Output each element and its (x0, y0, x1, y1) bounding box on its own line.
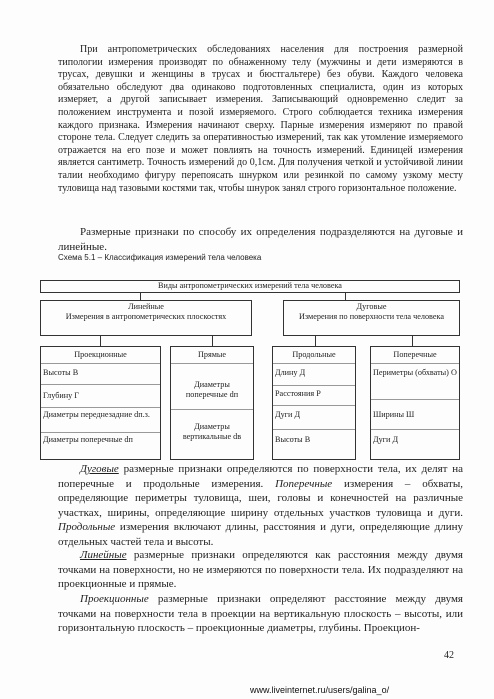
transverse-column (370, 346, 460, 460)
paragraph-linear (58, 548, 463, 592)
transverse-item: Дуги Д (373, 435, 399, 444)
transverse-item: Периметры (обхваты) О (373, 368, 457, 377)
projection-item: Диаметры переднезадние dп.з. (43, 410, 150, 419)
longitudinal-item: Расстояния Р (275, 389, 321, 398)
connector (345, 293, 346, 300)
transverse-item: Ширины Ш (373, 410, 415, 419)
projection-column (40, 346, 161, 460)
text: измерения – обхваты, определяющие периметры туловища, шеи, головы и конечностей на различные участках, ширины, определяющие ширину отдельных участков туловища и дуги. (58, 477, 463, 519)
linear-subtitle: Измерения в антропометрических плоскостях (65, 312, 227, 321)
projection-header: Проекционные (74, 350, 127, 359)
text: измерения включают длины, расстояния и дуги, определяющие длину отдельных частей тела и высоты. (58, 521, 463, 548)
connector (212, 336, 213, 346)
diagram-root-label: Виды антропометрических измерений тела человека (158, 281, 342, 290)
connector (315, 336, 316, 346)
longitudinal-item: Дуги Д (275, 410, 301, 419)
longitudinal-item: Длину Д (275, 368, 306, 377)
term-transverse: Поперечные (275, 477, 333, 490)
paragraph-arc (58, 462, 463, 550)
text: размерные признаки определяют расстояние между двумя точками на поверхности тела в проекции на вертикальную плоскость – высоты, или горизонтальную плоскость – проекционные диаметры, глубины. Проекцион- (58, 593, 463, 635)
term-projection: Проекционные (80, 593, 149, 605)
longitudinal-item: Высоты В (275, 435, 311, 444)
direct-header: Прямые (197, 350, 227, 359)
arc-subtitle: Измерения по поверхности тела человека (299, 312, 444, 321)
term-arc: Дуговые (80, 463, 119, 475)
site-watermark: www.liveinternet.ru/users/galina_o/ (250, 685, 390, 695)
connector (412, 336, 413, 346)
direct-item: Диаметры поперечные dп (185, 380, 239, 399)
longitudinal-column (272, 346, 356, 460)
page-number: 42 (444, 650, 454, 661)
linear-box (40, 300, 252, 336)
transverse-header: Поперечные (393, 350, 437, 359)
direct-item: Диаметры вертикальные dв (182, 422, 242, 441)
arc-title: Дуговые (356, 302, 387, 311)
text: размерные признаки определяются как расстояния между двумя точками на поверхности, но не измеряются по поверхности тела. Их подразделяют на проекционные и прямые. (58, 549, 463, 591)
longitudinal-header: Продольные (292, 350, 336, 359)
paragraph-classification: Размерные признаки по способу их определения подразделяются на дуговые и линейные. (58, 226, 463, 253)
direct-column (170, 346, 254, 460)
paragraph-projection (58, 592, 463, 636)
text: размерные признаки определяются по поверхности тела, их делят на поперечные и продольные измерения. (58, 463, 463, 490)
diagram-root (40, 280, 460, 293)
term-linear: Линейные (80, 549, 127, 561)
connector (100, 336, 101, 346)
projection-item: Высоты В (43, 368, 79, 377)
linear-title: Линейные (128, 302, 164, 311)
arc-box (283, 300, 460, 336)
projection-item: Диаметры поперечные dп (43, 435, 133, 444)
term-longitudinal: Продольные (58, 521, 116, 534)
projection-item: Глубину Г (43, 391, 79, 400)
diagram-caption: Схема 5.1 – Классификация измерений тела человека (58, 253, 262, 262)
paragraph-intro: При антропометрических обследованиях населения для построения размерной типологии измерения производят по обнаженному телу (мужчины и дети измеряются в трусах, девушки и женщины в трусах и бюстгальтере) без обуви. Каждого человека обязательно обследуют два одинаково подготовленных специалиста, один из которых измеряет, а другой записывает измерения. Записывающий одновременно следит за положением инструмента и позой измеряемого. Строго соблюдается техника измерения каждого признака. Измерения начинают сверху. Парные измерения измеряют по правой стороне тела. Следует следить за оперативностью измерений, так как утомление измеряемого отражается на его позе и может повлиять на точность измерений. Единицей измерения является сантиметр. Точность измерений до 0,1см. Для получения четкой и устойчивой линии талии необходимо фигуру перепоясать шнурком или резинкой по самому узкому месту туловища над тазовыми костями так, чтобы шнурок занял строго горизонтальное положение. (58, 44, 463, 194)
connector (140, 293, 141, 300)
